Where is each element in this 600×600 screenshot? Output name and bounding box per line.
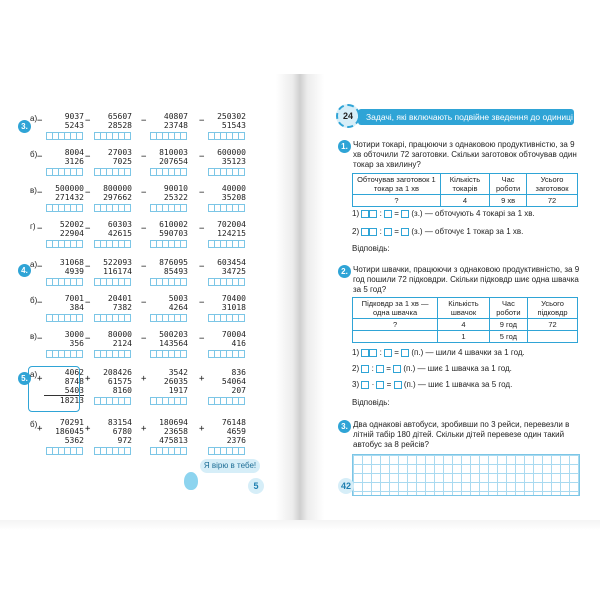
operator-sign: − <box>37 334 43 344</box>
row-label: б) <box>30 150 38 159</box>
answer-boxes[interactable] <box>94 314 130 322</box>
column-calculation: 208426 61575 8160 <box>103 368 132 395</box>
answer-boxes[interactable] <box>150 168 186 176</box>
answer-boxes[interactable] <box>46 204 82 212</box>
operator-sign: − <box>141 188 147 198</box>
t2-r1c2: 5 год <box>489 331 527 343</box>
column-calculation: 522093 116174 <box>103 258 132 276</box>
book-gutter <box>276 74 324 526</box>
operator-sign: − <box>85 224 91 234</box>
operator-sign: − <box>37 152 43 162</box>
column-calculation: 40000 35208 <box>221 184 246 202</box>
operator-sign: + <box>85 424 91 434</box>
column-calculation: 836 54064 207 <box>221 368 246 395</box>
column-calculation: 65607 28528 <box>107 112 132 130</box>
column-calculation: 603454 34725 <box>217 258 246 276</box>
t2-r0c3: 72 <box>528 319 578 331</box>
operator-sign: + <box>85 374 91 384</box>
t2-r0c2: 9 год <box>489 319 527 331</box>
column-calculation: 3000 356 <box>64 330 84 348</box>
answer-boxes[interactable] <box>208 132 244 140</box>
answer-boxes[interactable] <box>46 278 82 286</box>
operator-sign: − <box>85 262 91 272</box>
operator-sign: − <box>141 334 147 344</box>
operator-sign: − <box>199 334 205 344</box>
column-calculation: 7001 384 <box>64 294 84 312</box>
column-calculation: 610002 590703 <box>159 220 188 238</box>
t2-h1: Кількість швачок <box>438 298 490 319</box>
operator-sign: + <box>37 374 43 384</box>
task-2-step-2: 2) : = (п.) — шиє 1 швачка за 1 год. <box>352 364 512 373</box>
answer-boxes[interactable] <box>150 132 186 140</box>
task-number-1: 1. <box>338 140 351 153</box>
column-calculation: 80000 2124 <box>107 330 132 348</box>
column-calculation: 70291 186045 5362 <box>55 418 84 445</box>
page-number-right: 42 <box>338 478 354 494</box>
lesson-header: Задачі, які включають подвійне зведення до одиниці <box>358 109 574 125</box>
answer-boxes[interactable] <box>46 447 82 455</box>
operator-sign: + <box>199 374 205 384</box>
answer-boxes[interactable] <box>150 204 186 212</box>
operator-sign: − <box>199 298 205 308</box>
t2-r0c1: 4 <box>438 319 490 331</box>
task-2-table <box>352 297 578 343</box>
row-label: б) <box>30 420 38 429</box>
operator-sign: + <box>199 424 205 434</box>
answer-boxes[interactable] <box>94 168 130 176</box>
operator-sign: − <box>37 262 43 272</box>
t2-r1c3 <box>528 331 578 343</box>
task-1-table <box>352 173 578 207</box>
operator-sign: − <box>199 262 205 272</box>
column-calculation: 83154 6780 972 <box>107 418 132 445</box>
task-number-t4: 4. <box>18 264 31 277</box>
row-label: а) <box>30 260 38 269</box>
t2-r1c1: 1 <box>438 331 490 343</box>
answer-boxes[interactable] <box>208 314 244 322</box>
task-1-answer-label: Відповідь: <box>352 244 390 253</box>
operator-sign: − <box>141 116 147 126</box>
column-calculation: 500000 271432 <box>55 184 84 202</box>
t1-h3: Усього заготовок <box>527 174 578 195</box>
answer-boxes[interactable] <box>94 278 130 286</box>
answer-boxes[interactable] <box>94 204 130 212</box>
answer-boxes[interactable] <box>150 240 186 248</box>
answer-boxes[interactable] <box>208 204 244 212</box>
operator-sign: − <box>37 116 43 126</box>
answer-boxes[interactable] <box>46 314 82 322</box>
task-number-t3: 3. <box>18 120 31 133</box>
t2-r0c0: ? <box>353 319 438 331</box>
t1-r1: 4 <box>440 195 489 207</box>
column-calculation: 52002 22904 <box>59 220 84 238</box>
column-calculation: 600000 35123 <box>217 148 246 166</box>
operator-sign: − <box>37 298 43 308</box>
t1-r3: 72 <box>527 195 578 207</box>
column-calculation: 60303 42615 <box>107 220 132 238</box>
answer-boxes[interactable] <box>150 397 186 405</box>
answer-boxes[interactable] <box>150 350 186 358</box>
encouragement-bubble: Я вірю в тебе! <box>200 459 260 473</box>
answer-boxes[interactable] <box>94 240 130 248</box>
answer-boxes[interactable] <box>208 168 244 176</box>
column-calculation: 810003 207654 <box>159 148 188 166</box>
answer-boxes[interactable] <box>46 240 82 248</box>
row-label: г) <box>30 222 36 231</box>
example-answer-frame <box>28 366 80 412</box>
operator-sign: + <box>141 374 147 384</box>
operator-sign: − <box>141 152 147 162</box>
operator-sign: + <box>141 424 147 434</box>
task-2-text: Чотири швачки, працюючи з однаковою продуктивністю, за 9 год пошили 72 підковдри. Скільки підковдр шиє одна швачка за 5 год? <box>353 265 580 294</box>
column-calculation: 876095 85493 <box>159 258 188 276</box>
task-1-step-2: 2) : = (з.) — обточує 1 токар за 1 хв. <box>352 227 524 236</box>
task-2-step-3: 3) · = (п.) — шиє 1 швачка за 5 год. <box>352 380 513 389</box>
column-calculation: 20401 7382 <box>107 294 132 312</box>
operator-sign: + <box>37 424 43 434</box>
t1-h2: Час роботи <box>490 174 527 195</box>
answer-boxes[interactable] <box>208 240 244 248</box>
operator-sign: − <box>141 298 147 308</box>
task-1-step-1: 1) : = (з.) — обточують 4 токарі за 1 хв. <box>352 209 535 218</box>
column-calculation: 90010 25322 <box>163 184 188 202</box>
task-2-answer-label: Відповідь: <box>352 398 390 407</box>
t2-h3: Усього підковдр <box>528 298 578 319</box>
row-label: в) <box>30 186 37 195</box>
answer-boxes[interactable] <box>94 132 130 140</box>
t2-h0: Підковдр за 1 хв — одна швачка <box>353 298 438 319</box>
t1-h1: Кількість токарів <box>440 174 489 195</box>
column-calculation: 500203 143564 <box>159 330 188 348</box>
task-1-text: Чотири токарі, працюючи з однаковою продуктивністю, за 9 хв обточили 72 заготовки. Скільки заготовок обточував один токар за хвилину? <box>353 140 577 169</box>
task-number-t5: 5. <box>18 372 31 385</box>
row-label: а) <box>30 114 38 123</box>
answer-boxes[interactable] <box>208 447 244 455</box>
answer-boxes[interactable] <box>46 168 82 176</box>
answer-boxes[interactable] <box>94 447 130 455</box>
column-calculation: 31068 4939 <box>59 258 84 276</box>
task-3-answer-grid[interactable] <box>352 454 580 496</box>
operator-sign: − <box>85 334 91 344</box>
column-calculation: 27003 7025 <box>107 148 132 166</box>
t1-h0: Обточував заготовок 1 токар за 1 хв <box>353 174 441 195</box>
answer-boxes[interactable] <box>46 132 82 140</box>
column-calculation: 4062 8748 5403 18213 <box>44 368 84 405</box>
task-number-2: 2. <box>338 265 351 278</box>
answer-boxes[interactable] <box>150 447 186 455</box>
operator-sign: − <box>199 152 205 162</box>
bird-mascot-icon <box>184 472 198 490</box>
column-calculation: 70400 31018 <box>221 294 246 312</box>
answer-boxes[interactable] <box>208 278 244 286</box>
operator-sign: − <box>199 188 205 198</box>
task-3-text: Два однакові автобуси, зробивши по 3 рейси, перевезли в літній табір 180 дітей. Скільки дітей перевезе один такий автобус за 8 рейсів? <box>353 420 570 449</box>
t2-h2: Час роботи <box>489 298 527 319</box>
operator-sign: − <box>141 224 147 234</box>
row-label: в) <box>30 332 37 341</box>
answer-boxes[interactable] <box>208 350 244 358</box>
operator-sign: − <box>199 224 205 234</box>
column-calculation: 180694 23658 475813 <box>159 418 188 445</box>
answer-boxes[interactable] <box>150 314 186 322</box>
row-label: б) <box>30 296 38 305</box>
lesson-number: 24 <box>336 104 360 128</box>
column-calculation: 40807 23748 <box>163 112 188 130</box>
column-calculation: 250302 51543 <box>217 112 246 130</box>
page-edge <box>0 520 600 530</box>
page-number-left: 5 <box>248 478 264 494</box>
column-calculation: 800000 297662 <box>103 184 132 202</box>
row-label: а) <box>30 370 38 379</box>
answer-boxes[interactable] <box>94 397 130 405</box>
answer-boxes[interactable] <box>94 350 130 358</box>
answer-boxes[interactable] <box>46 350 82 358</box>
operator-sign: − <box>199 116 205 126</box>
operator-sign: − <box>141 262 147 272</box>
operator-sign: − <box>85 188 91 198</box>
operator-sign: − <box>85 298 91 308</box>
task-number-3: 3. <box>338 420 351 433</box>
column-calculation: 8004 3126 <box>64 148 84 166</box>
column-calculation: 70004 416 <box>221 330 246 348</box>
column-calculation: 702004 124215 <box>217 220 246 238</box>
operator-sign: − <box>37 188 43 198</box>
operator-sign: − <box>85 116 91 126</box>
operator-sign: − <box>37 224 43 234</box>
column-calculation: 76148 4659 2376 <box>221 418 246 445</box>
t1-r0: ? <box>353 195 441 207</box>
column-calculation: 3542 26035 1917 <box>163 368 188 395</box>
column-calculation: 5003 4264 <box>168 294 188 312</box>
t1-r2: 9 хв <box>490 195 527 207</box>
column-calculation: 9037 5243 <box>64 112 84 130</box>
t2-r1c0 <box>353 331 438 343</box>
answer-boxes[interactable] <box>150 278 186 286</box>
answer-boxes[interactable] <box>208 397 244 405</box>
task-2-step-1: 1) : = (п.) — шили 4 швачки за 1 год. <box>352 348 525 357</box>
operator-sign: − <box>85 152 91 162</box>
